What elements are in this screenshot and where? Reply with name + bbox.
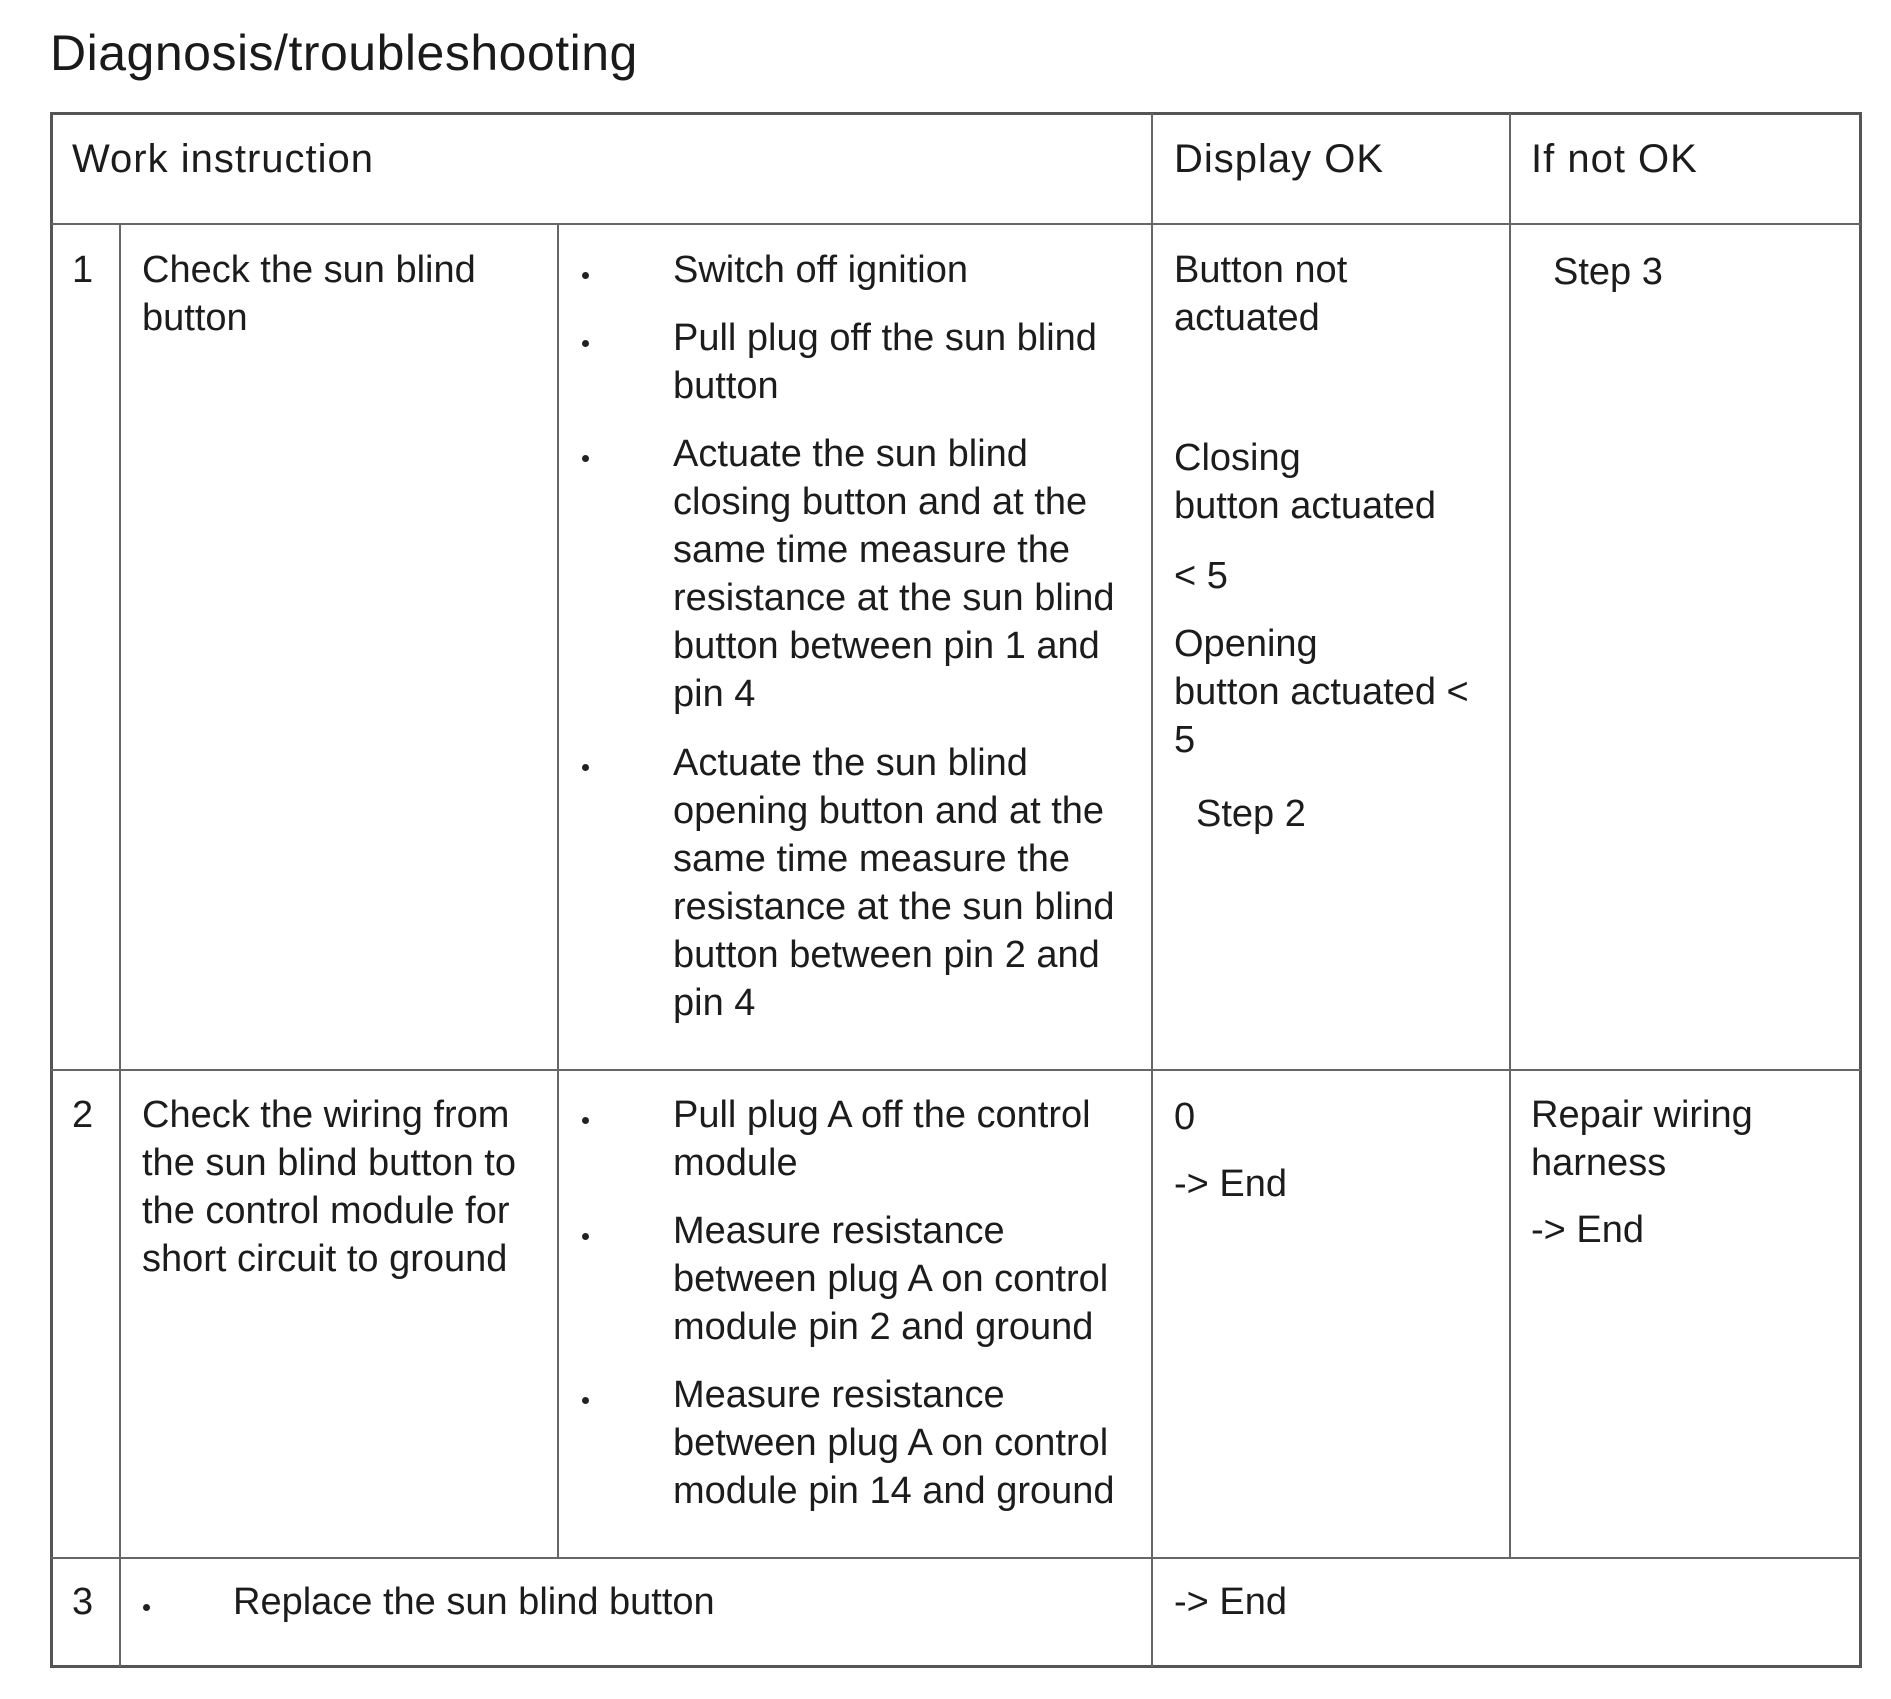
bullet [582, 272, 589, 279]
bullet [143, 1604, 150, 1611]
step-1-display-opening: Opening button actuated < 5 [1174, 623, 1469, 761]
step-3-action: Replace the sun blind button [233, 1581, 715, 1623]
number-column-divider [119, 224, 121, 1667]
notok-column-divider [1509, 113, 1511, 1558]
header-if-not-ok: If not OK [1531, 137, 1698, 181]
step-2-action-1: Pull plug A off the control module [673, 1094, 1091, 1184]
bullet [582, 1397, 589, 1404]
step-2-number: 2 [72, 1094, 94, 1136]
step-1-action-4: Actuate the sun blind opening button and at the same time measure the resistance at the sun blind button between pin 2 and pin 4 [673, 742, 1115, 1024]
step-1-number: 1 [72, 249, 94, 291]
header-display-ok: Display OK [1174, 137, 1385, 181]
bullet [582, 455, 589, 462]
bullet [582, 340, 589, 347]
step-2-display-next: -> End [1174, 1163, 1288, 1205]
step-2-action-3: Measure resistance between plug A on control module pin 14 and ground [673, 1374, 1115, 1512]
step-2-task: Check the wiring from the sun blind button to the control module for short circuit to ground [142, 1094, 516, 1280]
display-column-divider [1151, 113, 1153, 1667]
step-1-action-3: Actuate the sun blind closing button and at the same time measure the resistance at the sun blind button between pin 1 and pin 4 [673, 433, 1115, 715]
step-3-display-ok: -> End [1174, 1581, 1288, 1623]
step-1-display-not-actuated: Button not actuated [1174, 249, 1348, 339]
row-2-divider [51, 1557, 1861, 1559]
header-work-instruction: Work instruction [72, 137, 375, 181]
bullet [582, 1233, 589, 1240]
task-column-divider [557, 224, 559, 1558]
page-title: Diagnosis/troubleshooting [50, 25, 638, 81]
bullet [582, 764, 589, 771]
step-1-action-2: Pull plug off the sun blind button [673, 317, 1097, 407]
step-2-if-not-ok-next: -> End [1531, 1209, 1645, 1251]
step-2-display-value: 0 [1174, 1096, 1196, 1138]
step-1-display-closing-value: < 5 [1174, 555, 1228, 597]
step-1-display-next: Step 2 [1196, 793, 1306, 835]
row-1-divider [51, 1069, 1861, 1071]
step-3-number: 3 [72, 1581, 94, 1623]
step-1-display-closing: Closing button actuated [1174, 437, 1436, 527]
step-2-action-2: Measure resistance between plug A on control module pin 2 and ground [673, 1210, 1109, 1348]
step-2-if-not-ok: Repair wiring harness [1531, 1094, 1753, 1184]
step-1-action-1: Switch off ignition [673, 249, 969, 291]
header-divider [51, 223, 1861, 225]
bullet [582, 1117, 589, 1124]
step-1-if-not-ok: Step 3 [1553, 251, 1663, 293]
step-1-task: Check the sun blind button [142, 249, 476, 339]
